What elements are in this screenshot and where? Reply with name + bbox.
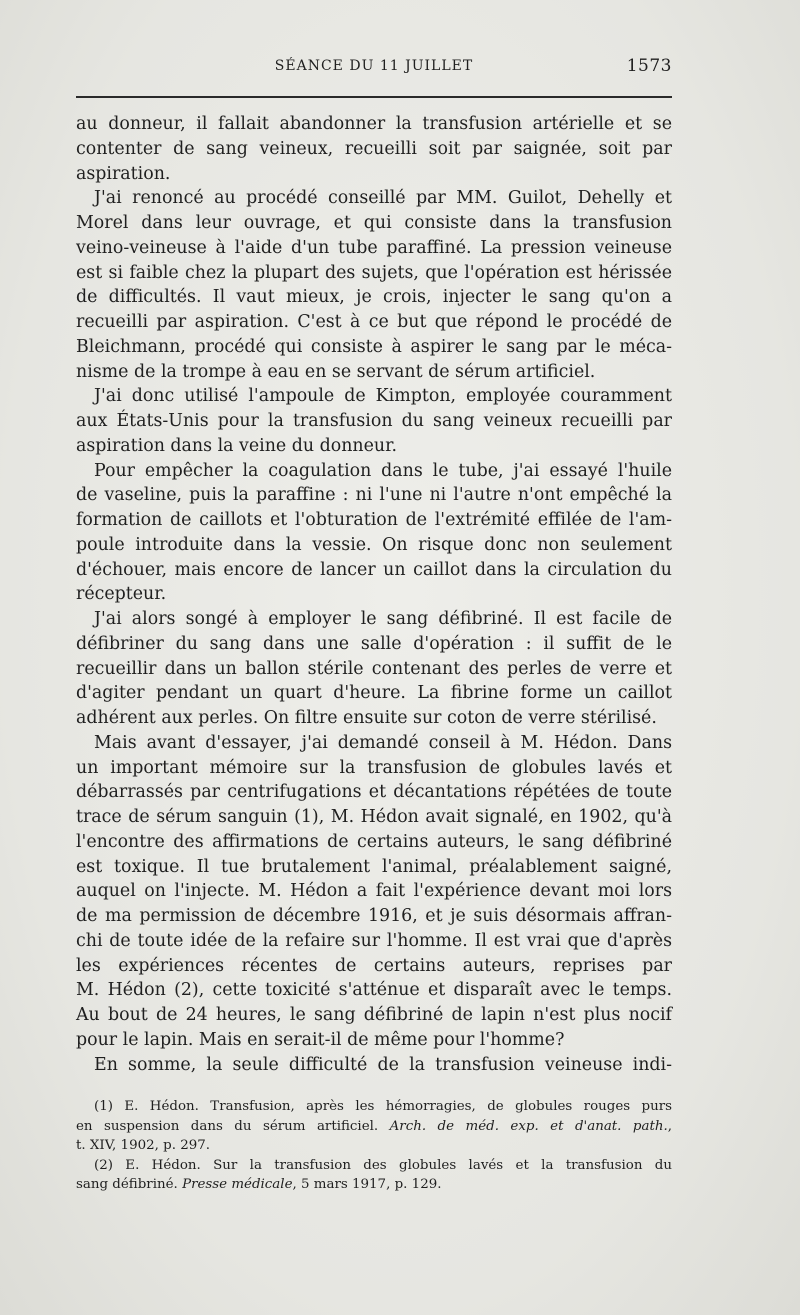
footnote-1-line: t. XIV, 1902, p. 297. <box>76 1138 211 1154</box>
text-line: chi de toute idée de la refaire sur l'homme. Il est vrai que d'après <box>76 930 672 951</box>
running-title: SÉANCE DU 11 JUILLET <box>274 58 474 74</box>
text-line: Bleichmann, procédé qui consiste à aspirer le sang par le méca- <box>76 336 672 357</box>
text-line: aspiration dans la veine du donneur. <box>76 435 398 456</box>
text-line: J'ai donc utilisé l'ampoule de Kimpton, employée couramment <box>94 386 672 407</box>
text-line: défibriner du sang dans une salle d'opération : il suffit de le <box>76 633 672 654</box>
text-line: de difficultés. Il vaut mieux, je crois, injecter le sang qu'on a <box>76 287 672 308</box>
text-line: de ma permission de décembre 1916, et je suis désormais affran- <box>76 906 672 926</box>
text-line: Mais avant d'essayer, j'ai demandé conseil à M. Hédon. Dans <box>94 732 672 753</box>
text-line: veino-veineuse à l'aide d'un tube paraffiné. La pression veineuse <box>76 237 672 258</box>
text-line: poule introduite dans la vessie. On risque donc non seulement <box>76 534 672 555</box>
text-line: contenter de sang veineux, recueilli soit par saignée, soit par <box>76 138 672 159</box>
footnote-2-line: (2) E. Hédon. Sur la transfusion des globules lavés et la transfusion du <box>94 1157 672 1173</box>
text-line: l'encontre des affirmations de certains auteurs, le sang défibriné <box>76 831 672 852</box>
text-line: En somme, la seule difficulté de la transfusion veineuse indi- <box>94 1054 672 1075</box>
footnote-1-text: , <box>667 1118 672 1134</box>
footnotes <box>76 1097 672 1195</box>
footnote-2-text: , 5 mars 1917, p. 129. <box>292 1177 442 1193</box>
footnote-2-journal: Presse médicale <box>182 1177 293 1193</box>
text-line: est si faible chez la plupart des sujets, que l'opération est hérissée <box>76 262 672 283</box>
header-rule <box>76 96 672 98</box>
text-line: Morel dans leur ouvrage, et qui consiste dans la transfusion <box>76 213 672 233</box>
footnote-1-line <box>76 1117 672 1137</box>
text-line: nisme de la trompe à eau en se servant de sérum artificiel. <box>76 361 596 382</box>
body-text <box>76 112 672 1077</box>
text-line: Pour empêcher la coagulation dans le tube, j'ai essayé l'huile <box>94 460 672 481</box>
text-line: trace de sérum sanguin (1), M. Hédon avait signalé, en 1902, qu'à <box>76 807 672 827</box>
text-line: de vaseline, puis la paraffine : ni l'une ni l'autre n'ont empêché la <box>76 485 672 506</box>
text-line: d'agiter pendant un quart d'heure. La fibrine forme un caillot <box>76 683 672 704</box>
text-line: Au bout de 24 heures, le sang défibriné de lapin n'est plus nocif <box>76 1005 672 1025</box>
running-head <box>76 54 672 80</box>
text-line: J'ai renoncé au procédé conseillé par MM. Guilot, Dehelly et <box>94 188 672 209</box>
text-line: pour le lapin. Mais en serait-il de même pour l'homme? <box>76 1029 565 1050</box>
text-line: débarrassés par centrifugations et décantations répétées de toute <box>76 782 672 803</box>
text-line: les expériences récentes de certains auteurs, reprises par <box>76 955 672 976</box>
text-line: un important mémoire sur la transfusion de globules lavés et <box>76 757 672 778</box>
text-line: auquel on l'injecte. M. Hédon a fait l'expérience devant moi lors <box>76 881 672 902</box>
text-line: formation de caillots et l'obturation de l'extrémité effilée de l'am- <box>76 510 672 530</box>
text-line: recueillir dans un ballon stérile contenant des perles de verre et <box>76 658 672 679</box>
text-line: est toxique. Il tue brutalement l'animal, préalablement saigné, <box>76 856 672 877</box>
footnote-2-line <box>76 1175 672 1195</box>
page-number: 1573 <box>626 56 672 76</box>
text-line: aspiration. <box>76 163 171 184</box>
text-line: M. Hédon (2), cette toxicité s'atténue et disparaît avec le temps. <box>76 980 672 1001</box>
text-line: adhérent aux perles. On filtre ensuite sur coton de verre stérilisé. <box>76 708 657 728</box>
text-line: récepteur. <box>76 584 167 605</box>
footnote-1-journal: Arch. de méd. exp. et d'anat. path. <box>389 1118 668 1134</box>
text-line: aux États-Unis pour la transfusion du sang veineux recueilli par <box>76 411 672 431</box>
footnote-2-text: sang défibriné. <box>76 1177 183 1193</box>
text-line: J'ai alors songé à employer le sang défibriné. Il est facile de <box>94 609 672 629</box>
footnote-1-line: (1) E. Hédon. Transfusion, après les hémorragies, de globules rouges purs <box>94 1099 672 1114</box>
text-line: d'échouer, mais encore de lancer un caillot dans la circulation du <box>76 559 672 580</box>
footnote-1-text: en suspension dans du sérum artificiel. <box>76 1118 390 1134</box>
text-line: au donneur, il fallait abandonner la transfusion artérielle et se <box>76 114 672 134</box>
text-line: recueilli par aspiration. C'est à ce but que répond le procédé de <box>76 312 672 332</box>
